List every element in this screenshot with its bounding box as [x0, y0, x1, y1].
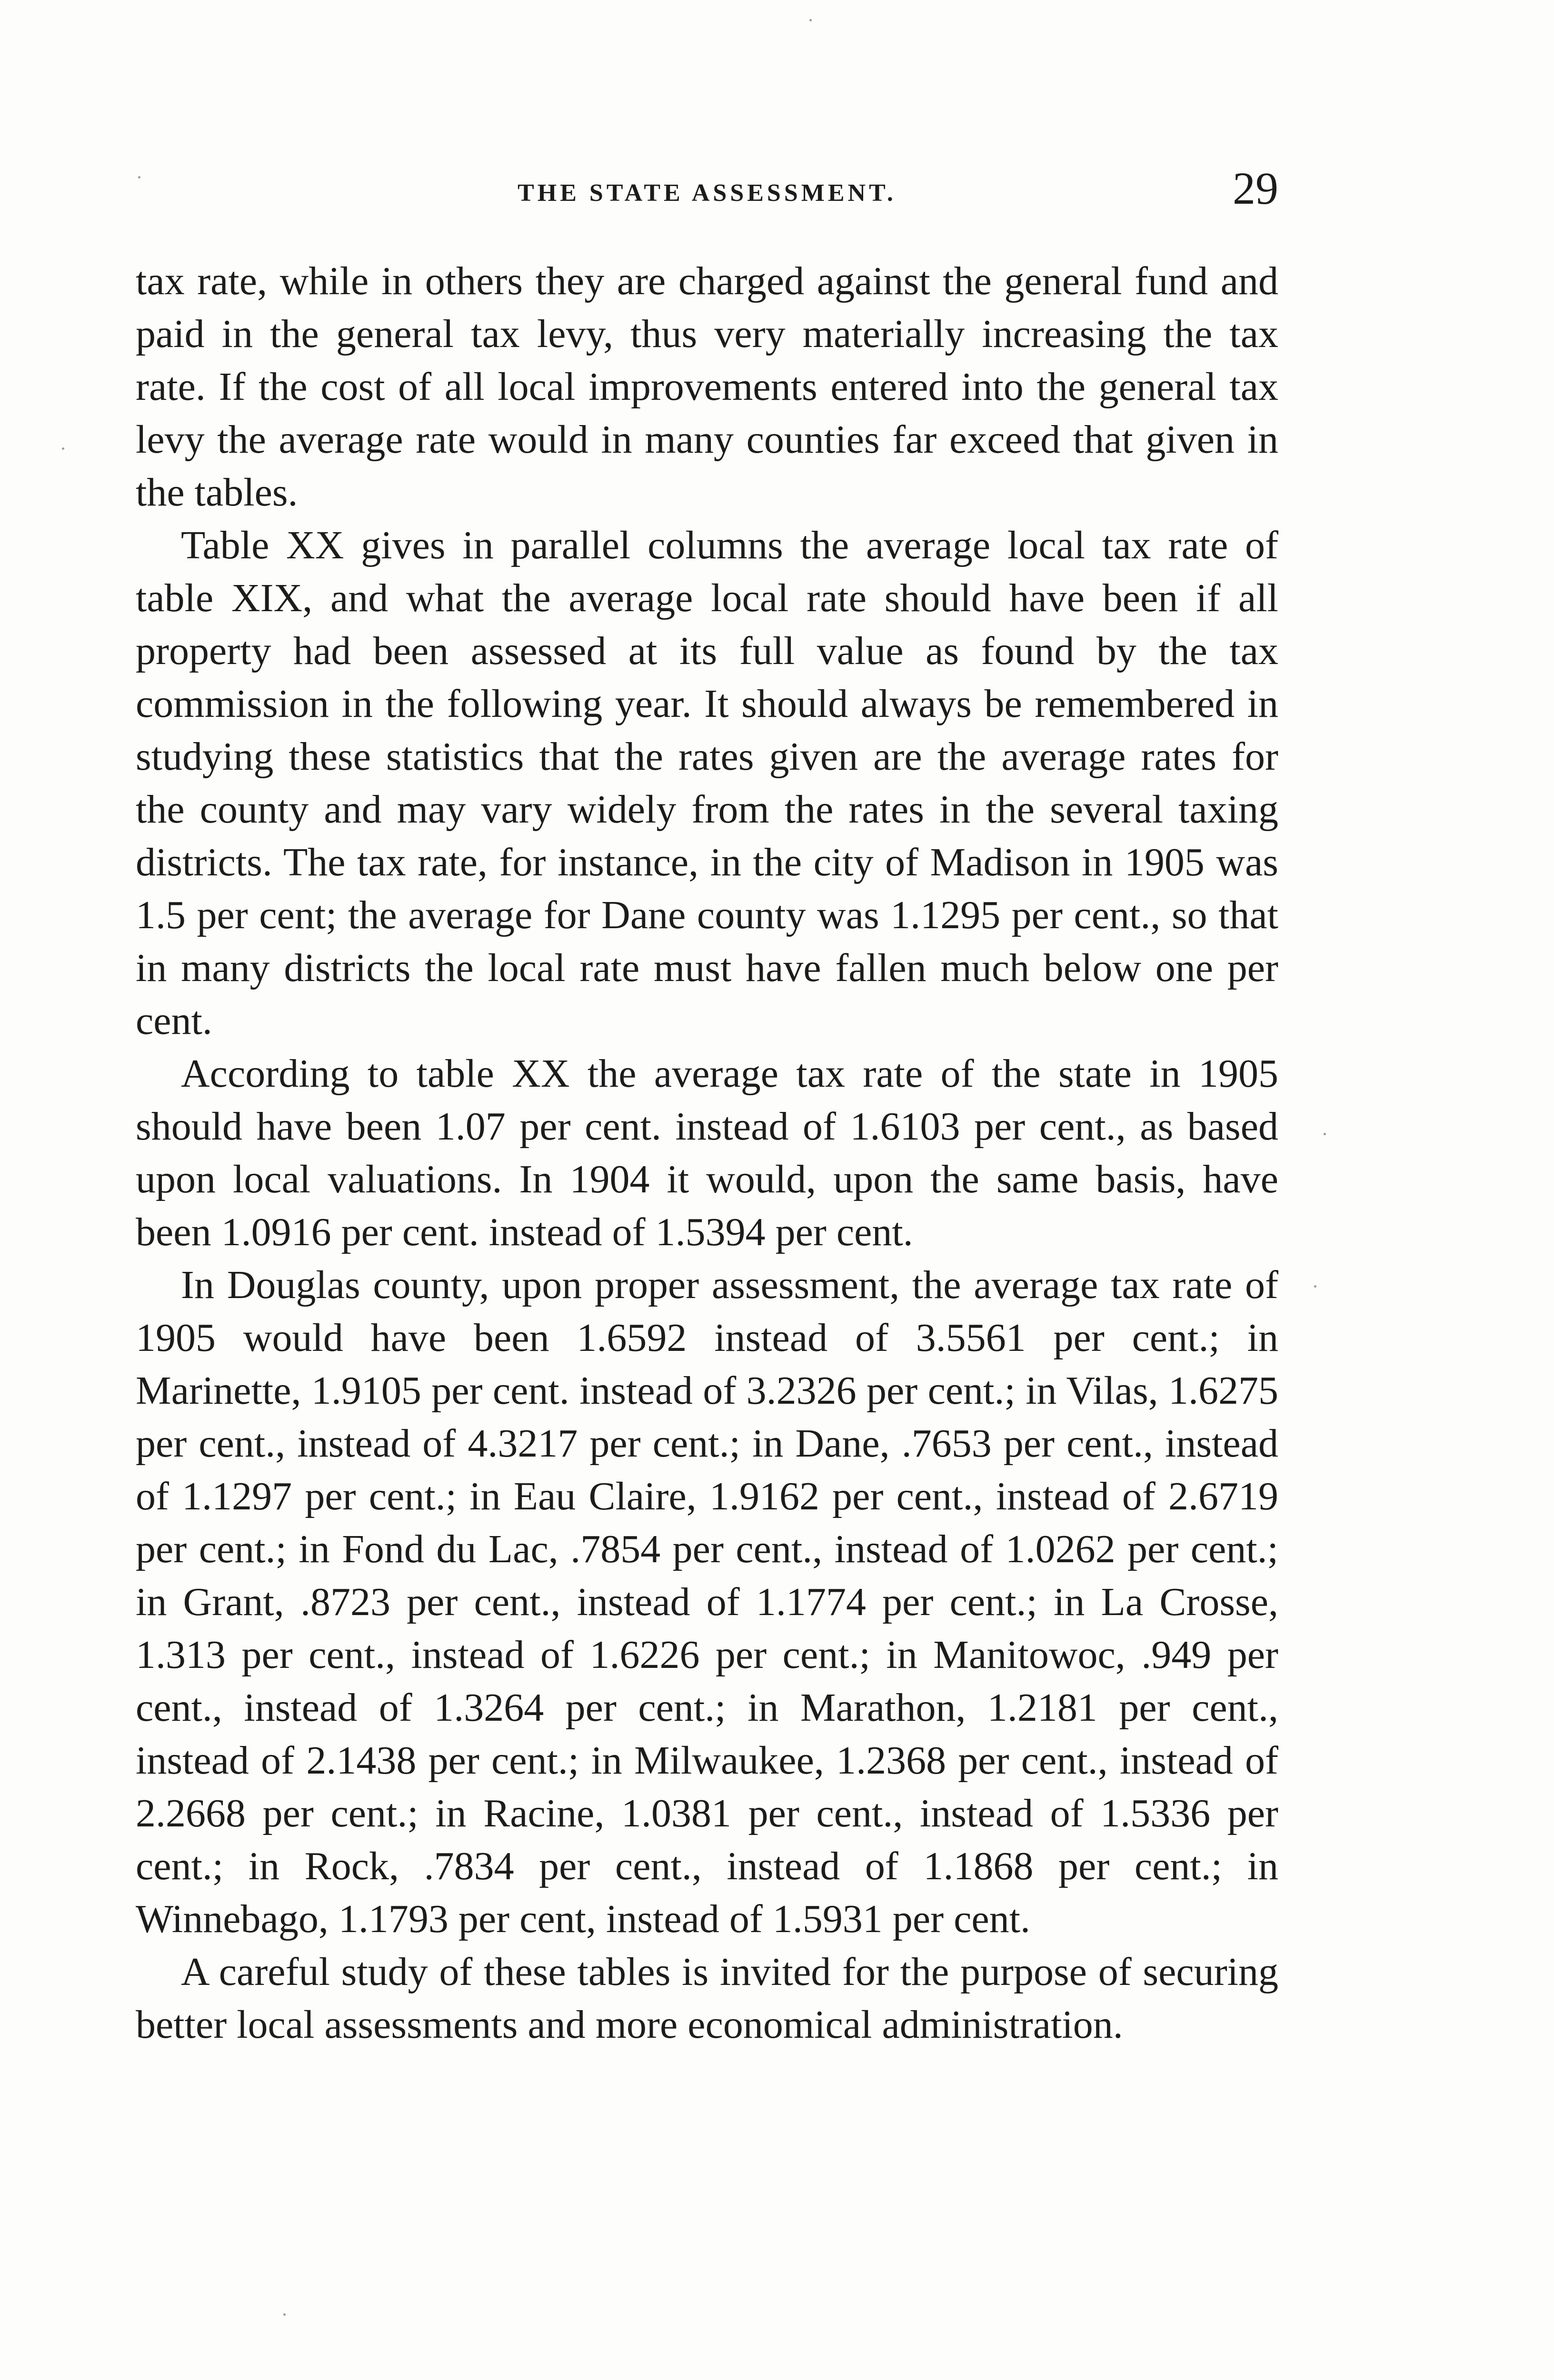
print-speck: [1324, 1133, 1326, 1135]
running-head: [136, 162, 1278, 224]
print-speck: [809, 19, 812, 21]
paragraph-continuation: tax rate, while in others they are charged against the general fund and paid in the general tax levy, thus very materially increasing the tax rate. If the cost of all local improvements entered into the general tax levy the average rate would in many counties far exceed that given in the tables.: [136, 259, 1278, 515]
paragraph-table-xx: Table XX gives in parallel columns the average local tax rate of table XIX, and what the average local rate should have been if all property had been assessed at its full value as found by the tax commission in the following year. It should always be remembered in studying these statistics that the rates given are the average rates for the county and may vary widely from the rates in the several taxing districts. The tax rate, for instance, in the city of Madison in 1905 was 1.5 per cent; the average for Dane county was 1.1295 per cent., so that in many districts the local rate must have fallen much below one per cent.: [136, 523, 1278, 1043]
print-speck: [62, 447, 64, 450]
print-speck: [283, 2313, 286, 2316]
paragraph-conclusion: A careful study of these tables is invited for the purpose of securing better local assessments and more economical administration.: [136, 1950, 1278, 2047]
running-title: THE STATE ASSESSMENT.: [518, 179, 897, 207]
print-speck: [1314, 1285, 1316, 1288]
paragraph-state-rate: According to table XX the average tax rate of the state in 1905 should have been 1.07 per cent. instead of 1.6103 per cent., as based upon local valuations. In 1904 it would, upon the same basis, have been 1.0916 per cent. instead of 1.5394 per cent.: [136, 1051, 1278, 1254]
body-text: [136, 255, 1278, 2051]
paragraph-county-rates: In Douglas county, upon proper assessment, the average tax rate of 1905 would have been 1.6592 instead of 3.5561 per cent.; in Marinette, 1.9105 per cent. instead of 3.2326 per cent.; in Vilas, 1.6275 per cent., instead of 4.3217 per cent.; in Dane, .7653 per cent., instead of 1.1297 per cent.; in Eau Claire, 1.9162 per cent., instead of 2.6719 per cent.; in Fond du Lac, .7854 per cent., instead of 1.0262 per cent.; in Grant, .8723 per cent., instead of 1.1774 per cent.; in La Crosse, 1.313 per cent., instead of 1.6226 per cent.; in Manitowoc, .949 per cent., instead of 1.3264 per cent.; in Marathon, 1.2181 per cent., instead of 2.1438 per cent.; in Milwaukee, 1.2368 per cent., instead of 2.2668 per cent.; in Racine, 1.0381 per cent., instead of 1.5336 per cent.; in Rock, .7834 per cent., instead of 1.1868 per cent.; in Winnebago, 1.1793 per cent, instead of 1.5931 per cent.: [136, 1263, 1278, 1941]
page-number: 29: [1233, 163, 1278, 214]
print-speck: [138, 176, 140, 178]
